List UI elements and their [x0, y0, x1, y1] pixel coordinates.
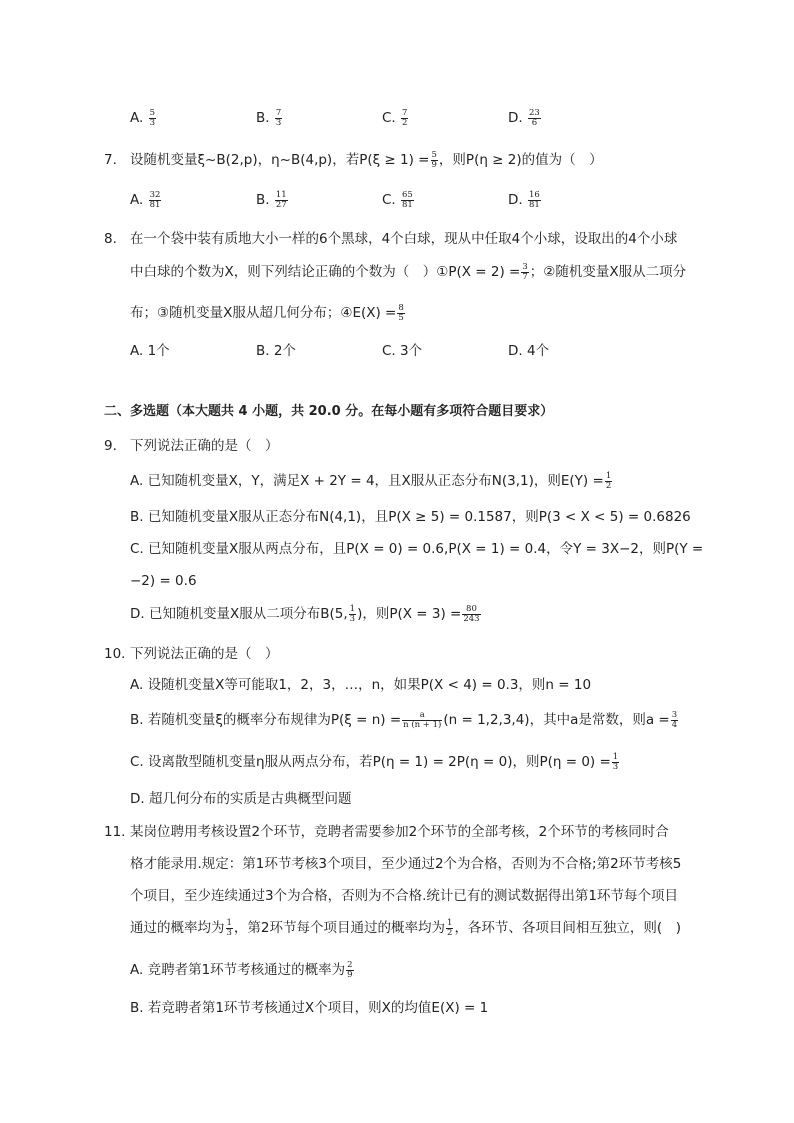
fraction: $\frac{8}{5}$: [398, 302, 404, 323]
q6-option-d[interactable]: D. $\frac{23}{6}$: [508, 107, 540, 128]
fraction: $\frac{7}{2}$: [402, 107, 408, 128]
fraction: $\frac{23}{6}$: [528, 107, 540, 128]
q6-option-b[interactable]: B. $\frac{7}{3}$: [256, 107, 282, 128]
fraction: $\frac{1}{3}$: [349, 603, 356, 624]
fraction: $\frac{1}{2}$: [605, 470, 612, 491]
q8-option-b[interactable]: B. 2个: [256, 343, 296, 359]
q7-stem: 设随机变量ξ~B(2,p)，η~B(4,p)，若P(ξ ≥ 1) = $\frac{5}{9}$ ，则P(η ≥ 2)的值为（ ）: [130, 149, 603, 170]
q7-option-c[interactable]: C. $\frac{65}{81}$: [382, 189, 413, 210]
q10-stem: 下列说法正确的是（ ）: [130, 646, 279, 662]
q6-option-a[interactable]: A. $\frac{5}{3}$: [130, 107, 156, 128]
q7-option-b[interactable]: B. $\frac{11}{27}$: [256, 189, 287, 210]
q9-stem: 下列说法正确的是（ ）: [130, 438, 279, 454]
fraction: $\frac{11}{27}$: [275, 189, 287, 210]
fraction: $\frac{5}{9}$: [431, 149, 437, 170]
q11-number: 11.: [104, 824, 126, 840]
fraction: $\frac{2}{9}$: [347, 959, 353, 980]
fraction: $\frac{65}{81}$: [402, 189, 413, 210]
q9-option-c-line1[interactable]: C. 已知随机变量X服从两点分布，且P(X = 0) = 0.6,P(X = 1) = 0.4，令Y = 3X−2，则P(Y =: [130, 541, 704, 557]
q9-number: 9.: [104, 438, 117, 454]
q11-option-a[interactable]: A. 竞聘者第1环节考核通过的概率为 $\frac{2}{9}$: [130, 959, 353, 980]
q8-option-a[interactable]: A. 1个: [130, 343, 170, 359]
q11-stem-line1: 某岗位聘用考核设置2个环节，竞聘者需要参加2个环节的全部考核，2个环节的考核同时合: [130, 824, 669, 840]
q8-stem-line2: 中白球的个数为X，则下列结论正确的个数为（ ）①P(X = 2) = $\frac{3}{7}$ ；②随机变量X服从二项分: [130, 261, 687, 282]
section-header: 二、多选题（本大题共 4 小题，共 20.0 分。在每小题有多项符合题目要求）: [104, 404, 554, 419]
fraction: $\frac{1}{3}$: [226, 917, 232, 938]
q7-option-d[interactable]: D. $\frac{16}{81}$: [508, 189, 540, 210]
q10-option-a[interactable]: A. 设随机变量X等可能取1，2，3，…，n，如果P(X < 4) = 0.3，则n = 10: [130, 677, 592, 693]
fraction: $\frac{5}{3}$: [149, 107, 156, 128]
q10-number: 10.: [104, 646, 126, 662]
fraction: $\frac{3}{4}$: [671, 709, 678, 730]
q10-option-b[interactable]: B. 若随机变量ξ的概率分布规律为P(ξ = n) = $\frac{a}{n (n + 1)}$ (n = 1,2,3,4)，其中a是常数，则a = $\frac{3}{4}$: [130, 709, 678, 730]
q6-option-c[interactable]: C. $\frac{7}{2}$: [382, 107, 408, 128]
q8-stem-line3: 布；③随机变量X服从超几何分布；④E(X) = $\frac{8}{5}$: [130, 302, 404, 323]
q8-option-d[interactable]: D. 4个: [508, 343, 550, 359]
fraction: $\frac{16}{81}$: [528, 189, 540, 210]
q8-option-c[interactable]: C. 3个: [382, 343, 423, 359]
q9-option-d[interactable]: D. 已知随机变量X服从二项分布B(5, $\frac{1}{3}$ )，则P(X = 3) = $\frac{80}{243}$: [130, 603, 480, 624]
q11-stem-line3: 个项目，至少连续通过3个为合格，否则为不合格.统计已有的测试数据得出第1环节每个项目: [130, 888, 678, 904]
q10-option-c[interactable]: C. 设离散型随机变量η服从两点分布，若P(η = 1) = 2P(η = 0)，则P(η = 0) = $\frac{1}{3}$: [130, 751, 619, 772]
q11-option-b[interactable]: B. 若竞聘者第1环节考核通过X个项目，则X的均值E(X) = 1: [130, 1000, 489, 1016]
q9-option-c-line2: −2) = 0.6: [130, 573, 197, 589]
q10-option-d[interactable]: D. 超几何分布的实质是古典概型问题: [130, 791, 352, 807]
fraction: $\frac{a}{n (n + 1)}$: [403, 709, 442, 730]
fraction: $\frac{32}{81}$: [149, 189, 161, 210]
fraction: $\frac{7}{3}$: [275, 107, 282, 128]
q9-option-a[interactable]: A. 已知随机变量X，Y，满足X + 2Y = 4，且X服从正态分布N(3,1)，则E(Y) = $\frac{1}{2}$: [130, 470, 612, 491]
q8-stem-line1: 在一个袋中装有质地大小一样的6个黑球，4个白球，现从中任取4个小球，设取出的4个小球: [130, 231, 678, 247]
q9-option-b[interactable]: B. 已知随机变量X服从正态分布N(4,1)，且P(X ≥ 5) = 0.1587，则P(3 < X < 5) = 0.6826: [130, 509, 691, 525]
q8-number: 8.: [104, 231, 117, 247]
fraction: $\frac{80}{243}$: [463, 603, 480, 624]
q7-number: 7.: [104, 152, 117, 168]
fraction: $\frac{1}{3}$: [612, 751, 619, 772]
fraction: $\frac{1}{2}$: [447, 917, 453, 938]
q7-option-a[interactable]: A. $\frac{32}{81}$: [130, 189, 161, 210]
q11-stem-line2: 格才能录用.规定：第1环节考核3个项目，至少通过2个为合格，否则为不合格;第2环节考核5: [130, 856, 682, 872]
q11-stem-line4: 通过的概率均为 $\frac{1}{3}$ ，第2环节每个项目通过的概率均为 $\frac{1}{2}$ ，各环节、各项目间相互独立，则( ): [130, 917, 681, 938]
fraction: $\frac{3}{7}$: [522, 261, 528, 282]
